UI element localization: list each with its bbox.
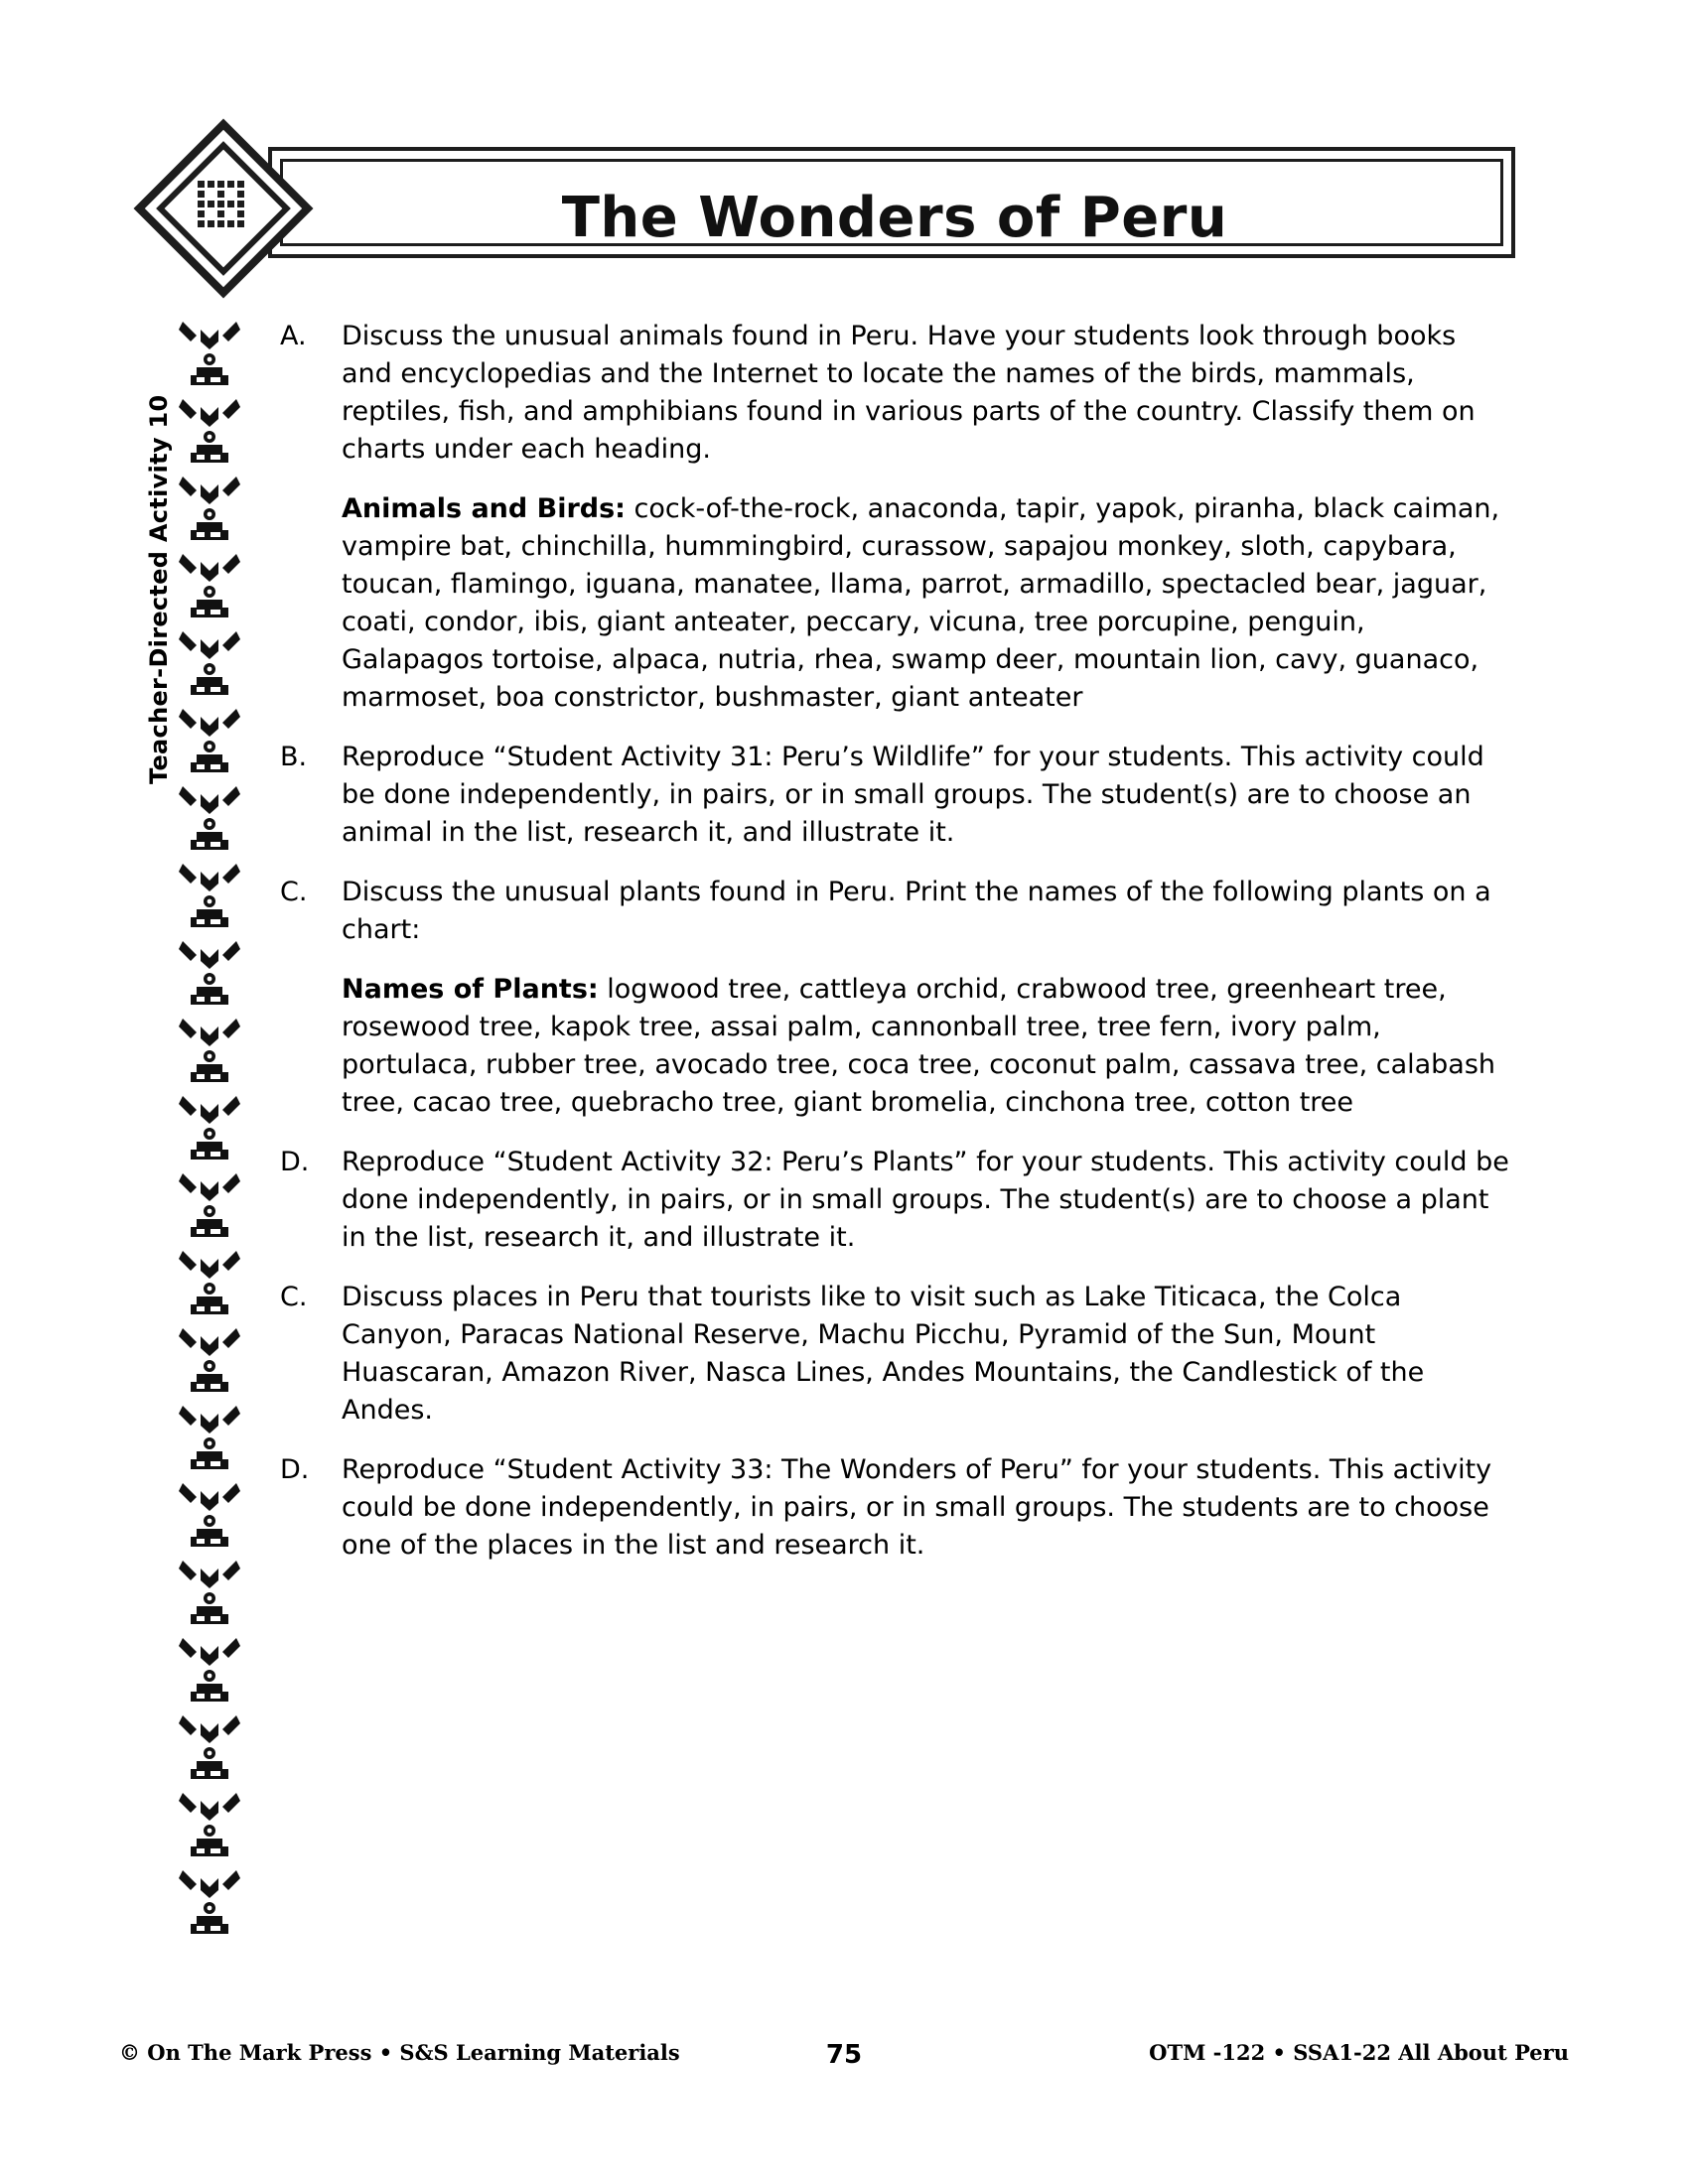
plants-list-label: Names of Plants: [342,974,599,1005]
item-marker: C. [280,877,308,907]
plants-list-text: logwood tree, cattleya orchid, crabwood tree, greenheart tree, rosewood tree, kapok tree, assai palm, cannonball tree, tree fern, ivory palm, portulaca, rubber tree, avocado tree, coca tree, coconut palm, cassava tree, calabash tree, cacao tree, quebracho tree, giant bromelia, cinchona tree, cotton tree [342,974,1496,1118]
item-marker: D. [280,1147,310,1177]
activity-side-label [119,328,173,804]
item-marker: C. [280,1282,308,1312]
activity-item-c-plants [280,874,1509,949]
footer-copyright: © On The Mark Press • S&S Learning Materials [119,2040,680,2065]
item-marker: D. [280,1454,310,1485]
animals-list-text: cock-of-the-rock, anaconda, tapir, yapok, piranha, black caiman, vampire bat, chinchilla, hummingbird, curassow, sapajou monkey, sloth, capybara, toucan, flamingo, iguana, manatee, llama, parrot, armadillo, spectacled bear, jaguar, coati, condor, ibis, giant anteater, peccary, vicuna, tree porcupine, penguin, Galapagos tortoise, alpaca, nutria, rhea, swamp deer, mountain lion, cavy, guanaco, marmoset, boa constrictor, bushmaster, giant anteater [342,493,1500,713]
activity-item-c-places [280,1279,1509,1430]
item-text: Discuss the unusual plants found in Peru. Print the names of the following plants on a chart: [342,877,1491,945]
footer-product-code: OTM -122 • SSA1-22 All About Peru [1149,2040,1569,2065]
page-header-banner [268,137,1519,268]
activity-side-label-text: Teacher-Directed Activity 10 [145,394,173,784]
activity-item-d-plants [280,1144,1509,1257]
item-marker: A. [280,321,307,351]
names-of-plants-list [280,971,1509,1122]
item-marker: B. [280,742,308,772]
animals-and-birds-list [280,490,1509,717]
banner-inner-frame [280,159,1503,250]
item-text: Discuss places in Peru that tourists like to visit such as Lake Titicaca, the Colca Canyon, Paracas National Reserve, Machu Picchu, Pyramid of the Sun, Mount Huascaran, Amazon River, Nasca Lines, Andes Mountains, the Candlestick of the Andes. [342,1282,1425,1426]
animals-list-label: Animals and Birds: [342,493,626,524]
activity-item-a [280,318,1509,469]
geometric-knot-icon [186,175,261,244]
item-text: Discuss the unusual animals found in Peru. Have your students look through books and encyclopedias and the Internet to locate the names of the birds, mammals, reptiles, fish, and amphibians found in various parts of the country. Classify them on charts under each heading. [342,321,1476,465]
decorative-border-column [177,316,250,1983]
page-number: 75 [825,2040,863,2070]
item-text: Reproduce “Student Activity 31: Peru’s Wildlife” for your students. This activity could be done independently, in pairs, or in small groups. The student(s) are to choose an animal in the list, research it, and illustrate it. [342,742,1484,848]
item-text: Reproduce “Student Activity 32: Peru’s Plants” for your students. This activity could be done independently, in pairs, or in small groups. The student(s) are to choose a plant in the list, research it, and illustrate it. [342,1147,1509,1253]
activity-item-b [280,739,1509,852]
activity-item-d-wonders [280,1451,1509,1565]
activity-content [280,318,1509,1586]
diamond-ornament-icon [134,119,313,298]
page-footer [119,2040,1569,2080]
item-text: Reproduce “Student Activity 33: The Wonders of Peru” for your students. This activity could be done independently, in pairs, or in small groups. The students are to choose one of the places in the list and research it. [342,1454,1492,1561]
page-title: The Wonders of Peru [561,186,1228,250]
